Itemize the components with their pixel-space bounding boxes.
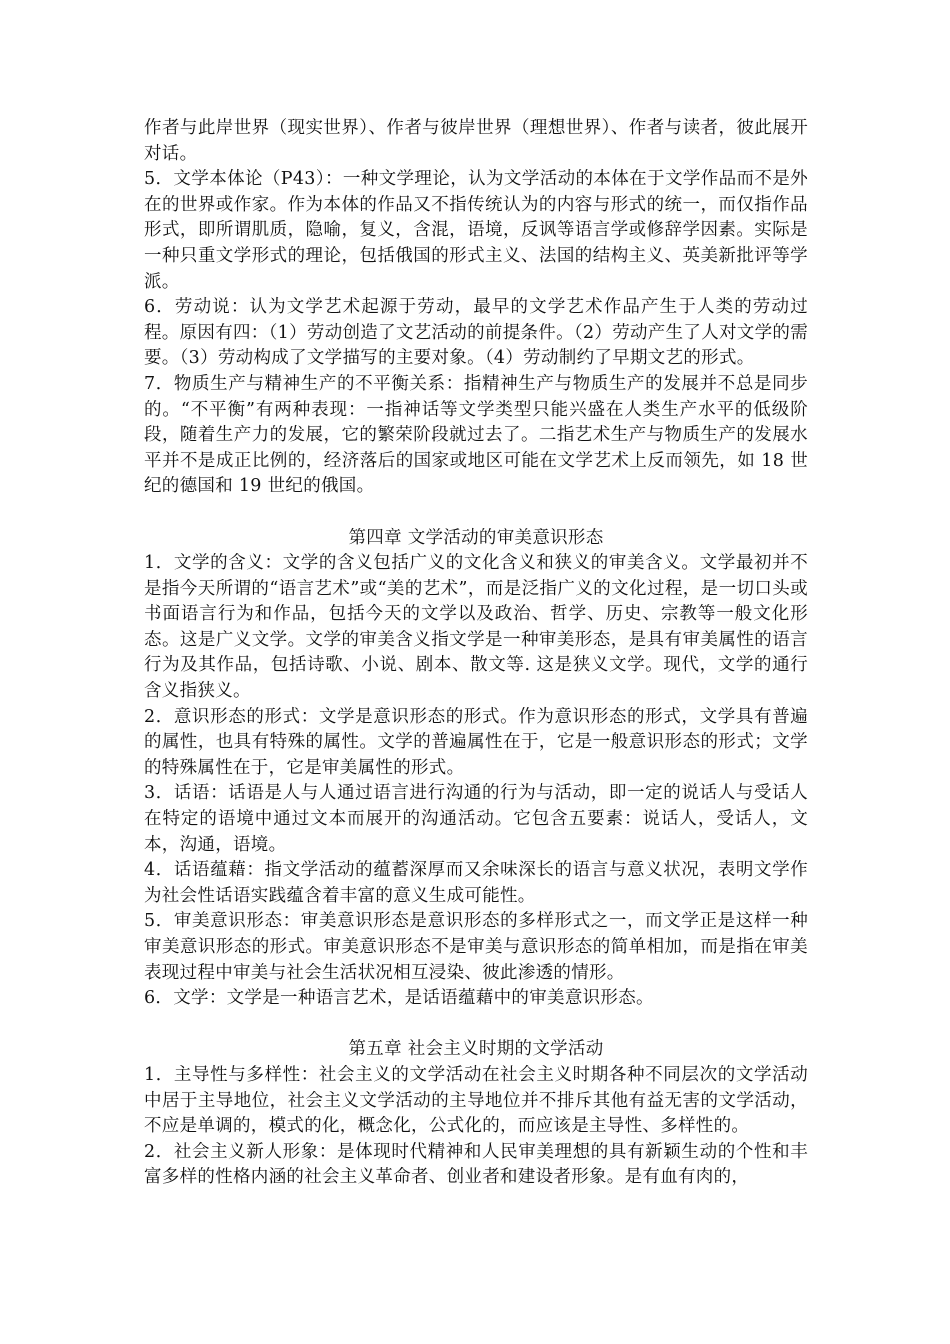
paragraph-ideology-form: 2．意识形态的形式：文学是意识形态的形式。作为意识形态的形式，文学具有普遍的属性，也具有特殊的属性。文学的普遍属性在于，它是一般意识形态的形式；文学的特殊属性在于，它是审美属性的形式。 [144,706,808,778]
paragraph-uneven-production: 7．物质生产与精神生产的不平衡关系：指精神生产与物质生产的发展并不总是同步的。“不平衡”有两种表现：一指神话等文学类型只能兴盛在人类生产水平的低级阶段，随着生产力的发展，它的繁荣阶段就过去了。二指艺术生产与物质生产的发展水平并不是成正比例的，经济落后的国家或地区可能在文学艺术上反而领先，如 18 世纪的德国和 19 世纪的俄国。 [144,373,808,497]
paragraph-literature-definition: 6．文学：文学是一种语言艺术，是话语蕴藉中的审美意识形态。 [144,988,654,1009]
paragraph-socialist-new-image: 2．社会主义新人形象：是体现时代精神和人民审美理想的具有新颖生动的个性和丰富多样的性格内涵的社会主义革命者、创业者和建设者形象。是有血有肉的， [144,1141,808,1188]
section-spacer [144,1012,808,1038]
paragraph-dominance-diversity: 1．主导性与多样性：社会主义的文学活动在社会主义时期各种不同层次的文学活动中居于主导地位，社会主义文学活动的主导地位并不排斥其他有益无害的文学活动，不应是单调的，模式的化，概念化，公式化的，而应该是主导性、多样性的。 [144,1064,808,1137]
chapter-4-title: 第四章 文学活动的审美意识形态 [348,527,604,548]
paragraph-discourse-implication: 4．话语蕴藉：指文学活动的蕴蓄深厚而又余味深长的语言与意义状况，表明文学作为社会性话语实践蕴含着丰富的意义生成可能性。 [144,860,808,906]
document-body [144,116,808,1191]
paragraph-discourse: 3．话语：话语是人与人通过语言进行沟通的行为与活动，即一定的说话人与受话人在特定的语境中通过文本而展开的沟通活动。它包含五要素：说话人，受话人，文本，沟通，语境。 [144,783,808,855]
paragraph-meaning-of-literature: 1．文学的含义：文学的含义包括广义的文化含义和狭义的审美含义。文学最初并不是指今天所谓的“语言艺术”或“美的艺术”，而是泛指广义的文化过程，是一切口头或书面语言行为和作品，包括今天的文学以及政治、哲学、历史、宗教等一般文化形态。这是广义文学。文学的审美含义指文学是一种审美形态，是具有审美属性的语言行为及其作品，包括诗歌、小说、剧本、散文等. 这是狭义文学。现代，文学的通行含义指狭义。 [144,553,808,702]
chapter-5-title: 第五章 社会主义时期的文学活动 [348,1039,604,1060]
paragraph-literary-ontology: 5．文学本体论（P43）：一种文学理论，认为文学活动的本体在于文学作品而不是外在的世界或作家。作为本体的作品又不指传统认为的内容与形式的统一，而仅指作品形式，即所谓肌质，隐喻，复义，含混，语境，反讽等语言学或修辞学因素。实际是一种只重文学形式的理论，包括俄国的形式主义、法国的结构主义、英美新批评等学派。 [144,169,808,292]
paragraph-labor-theory: 6．劳动说：认为文学艺术起源于劳动，最早的文学艺术作品产生于人类的劳动过程。原因有四：（1）劳动创造了文艺活动的前提条件。（2）劳动产生了人对文学的需要。（3）劳动构成了文学描写的主要对象。（4）劳动制约了早期文艺的形式。 [144,297,808,369]
paragraph-aesthetic-ideology: 5．审美意识形态：审美意识形态是意识形态的多样形式之一，而文学正是这样一种审美意识形态的形式。审美意识形态不是审美与意识形态的简单相加，而是指在审美表现过程中审美与社会生活状况相互浸染、彼此渗透的情形。 [144,911,808,983]
section-spacer [144,500,808,526]
paragraph-dialogue-continuation: 作者与此岸世界（现实世界）、作者与彼岸世界（理想世界）、作者与读者，彼此展开对话。 [144,118,808,164]
